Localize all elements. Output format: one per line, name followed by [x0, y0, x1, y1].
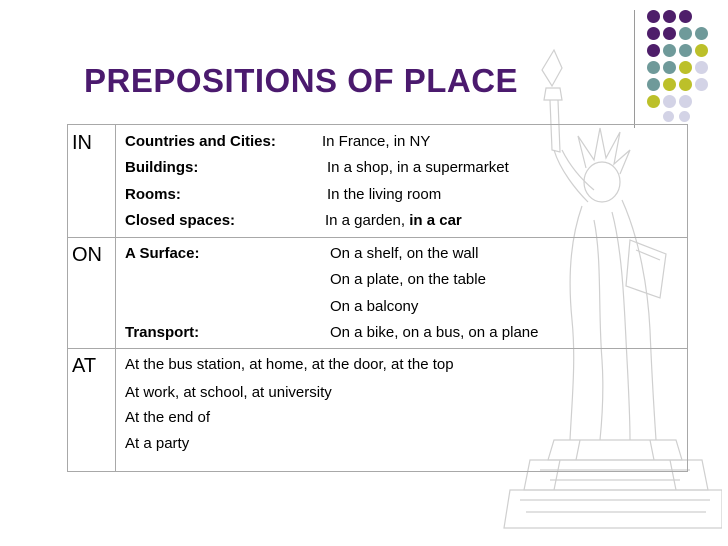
value: On a plate, on the table [330, 271, 486, 288]
value: At work, at school, at university [125, 384, 332, 401]
table-row [68, 348, 687, 471]
label: Countries and Cities: [125, 133, 276, 150]
value: At a party [125, 435, 190, 452]
dot [647, 27, 660, 40]
table-row [68, 125, 687, 238]
dot [647, 10, 660, 23]
value: In a shop, in a supermarket [327, 159, 509, 176]
table-row [68, 237, 687, 349]
dot [663, 27, 676, 40]
value: At the bus station, at home, at the door, at the top [125, 356, 454, 373]
row-key: AT [68, 348, 116, 471]
prepositions-table [67, 124, 688, 472]
value: On a bike, on a bus, on a plane [330, 324, 539, 341]
value: On a shelf, on the wall [330, 245, 479, 262]
value: In the living room [327, 186, 442, 203]
label: Transport: [125, 324, 200, 341]
label: Rooms: [125, 186, 181, 203]
label: Closed spaces: [125, 212, 236, 229]
value-bold: in a car [409, 212, 462, 229]
value: In France, in NY [322, 133, 431, 150]
label: A Surface: [125, 245, 200, 262]
row-key: IN [68, 125, 116, 237]
dot [663, 10, 676, 23]
label: Buildings: [125, 159, 199, 176]
page-title: PREPOSITIONS OF PLACE [84, 62, 519, 99]
row-key: ON [68, 237, 116, 348]
value: In a garden, [325, 212, 406, 229]
value-group [325, 212, 462, 229]
dot [679, 27, 692, 40]
dot [695, 27, 708, 40]
value: At the end of [125, 409, 211, 426]
dot [679, 10, 692, 23]
value: On a balcony [330, 298, 419, 315]
